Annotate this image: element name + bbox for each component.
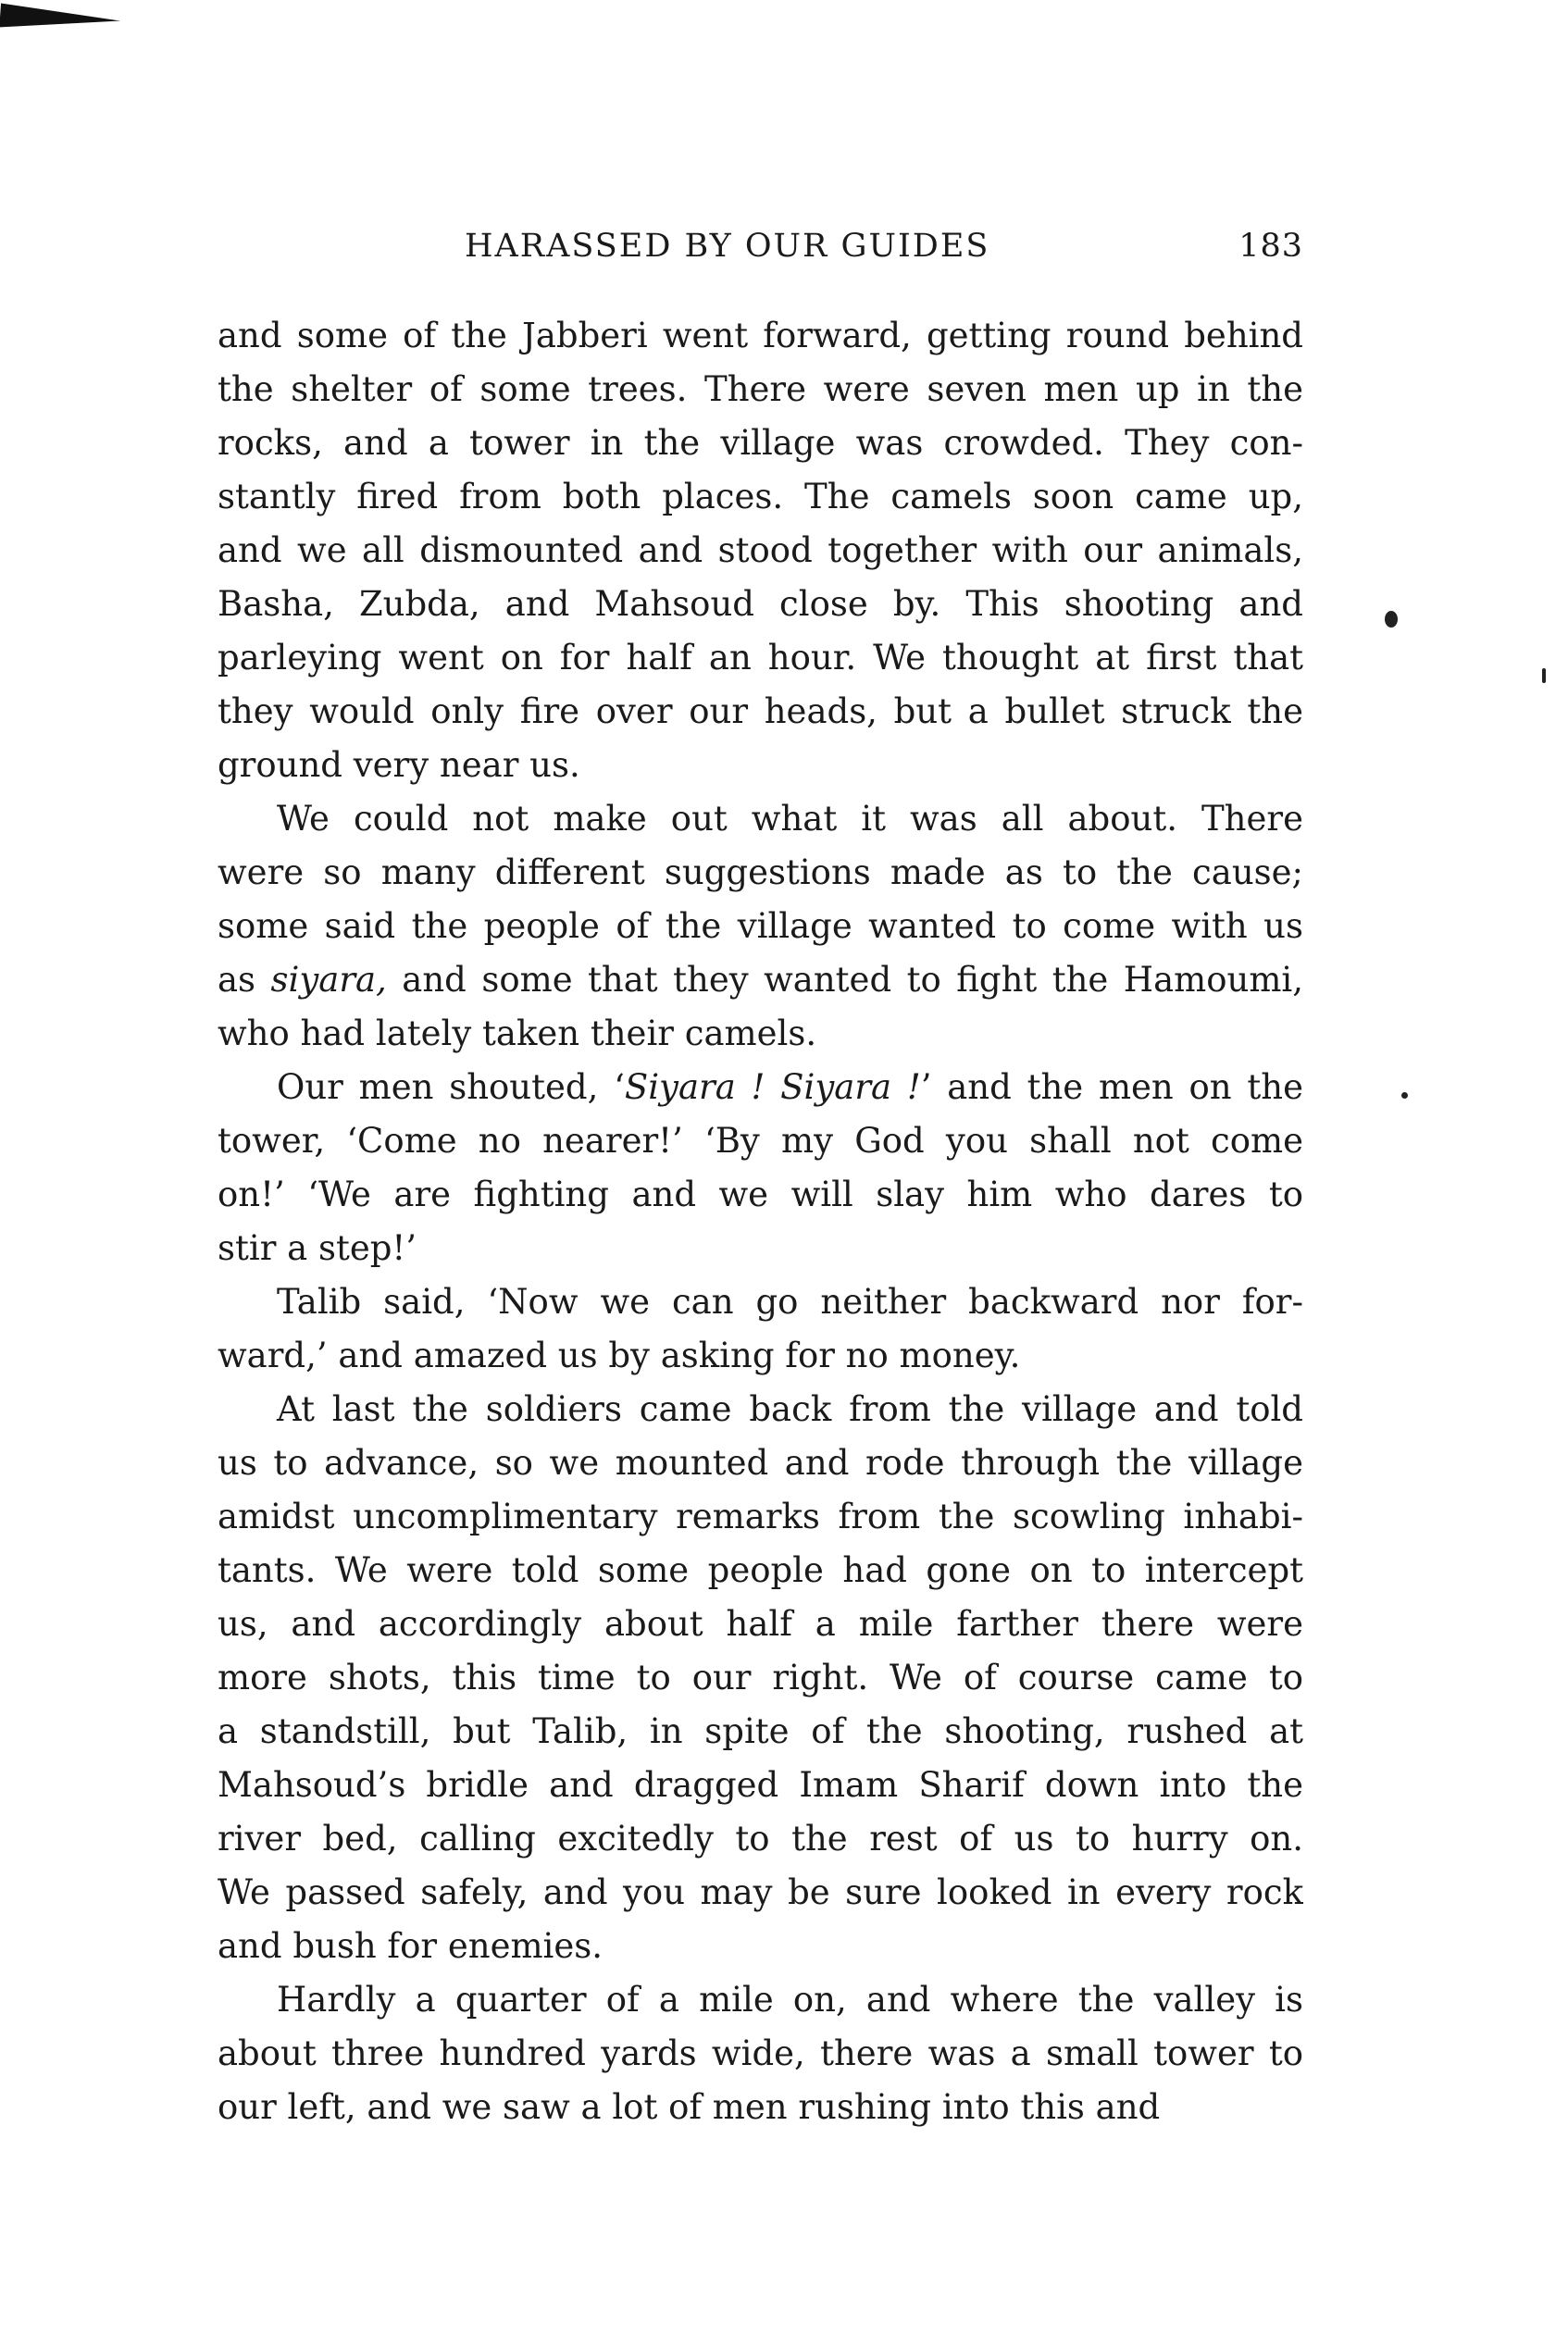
text-line: tants. We were told some people had gone on to intercept	[218, 1550, 1303, 1590]
text-line: some said the people of the village wanted to come with us	[218, 906, 1303, 946]
text-line: Hardly a quarter of a mile on, and where the valley is	[277, 1980, 1303, 2020]
margin-mark	[1542, 668, 1546, 683]
text-line: us to advance, so we mounted and rode through the village	[218, 1443, 1303, 1483]
page-number: 183	[1238, 228, 1303, 265]
body-text	[218, 309, 1303, 2134]
text-segment: ’ and the men on the	[920, 1067, 1303, 1107]
text-line: amidst uncomplimentary remarks from the scowling inhabi-	[218, 1497, 1303, 1536]
text-line: ward,’ and amazed us by asking for no money.	[218, 1336, 1021, 1375]
text-line: river bed, calling excitedly to the rest of us to hurry on.	[218, 1819, 1303, 1859]
text-line: and some of the Jabberi went forward, getting round behind	[218, 316, 1303, 355]
text-line: tower, ‘Come no nearer!’ ‘By my God you shall not come	[218, 1121, 1303, 1161]
text-line: our left, and we saw a lot of men rushing into this and	[218, 2087, 1161, 2127]
text-line: on!’ ‘We are fighting and we will slay him who dares to	[218, 1175, 1303, 1214]
text-segment: and some that they wanted to fight the Hamoumi,	[386, 960, 1303, 1000]
text-line: stantly fired from both places. The camels soon came up,	[218, 477, 1303, 516]
paragraph	[218, 1383, 1303, 1973]
text-line: Mahsoud’s bridle and dragged Imam Sharif down into the	[218, 1765, 1303, 1805]
text-line: At last the soldiers came back from the village and told	[277, 1389, 1303, 1429]
text-line	[218, 953, 1303, 1007]
corner-ink-mark	[0, 3, 121, 35]
paragraph	[218, 792, 1303, 1061]
paragraph	[218, 1973, 1303, 2134]
text-segment: Our men shouted, ‘	[277, 1067, 625, 1107]
paragraph	[218, 1061, 1303, 1275]
text-line: Basha, Zubda, and Mahsoud close by. This shooting and	[218, 584, 1303, 624]
paragraph	[218, 309, 1303, 792]
text-line: about three hundred yards wide, there was a small tower to	[218, 2033, 1303, 2073]
italic-text: siyara,	[270, 960, 387, 1000]
text-line: the shelter of some trees. There were seven men up in the	[218, 369, 1303, 409]
text-line: ground very near us.	[218, 745, 580, 785]
text-line: they would only fire over our heads, but a bullet struck the	[218, 691, 1303, 731]
running-title: HARASSED BY OUR GUIDES	[465, 228, 990, 265]
paragraph	[218, 1275, 1303, 1383]
text-line: more shots, this time to our right. We of course came to	[218, 1658, 1303, 1697]
text-line: and we all dismounted and stood together with our animals,	[218, 530, 1303, 570]
text-line: us, and accordingly about half a mile farther there were	[218, 1604, 1303, 1644]
text-line: were so many different suggestions made as to the cause;	[218, 852, 1303, 892]
text-line: who had lately taken their camels.	[218, 1013, 817, 1053]
margin-mark	[1385, 611, 1398, 628]
margin-mark	[1401, 1092, 1408, 1099]
text-line: stir a step!’	[218, 1228, 417, 1268]
text-line: rocks, and a tower in the village was crowded. They con-	[218, 423, 1303, 463]
italic-text: Siyara ! Siyara !	[624, 1067, 921, 1107]
text-line	[218, 1061, 1303, 1114]
text-line: a standstill, but Talib, in spite of the shooting, rushed at	[218, 1711, 1303, 1751]
text-segment: as	[218, 960, 271, 1000]
text-line: parleying went on for half an hour. We thought at first that	[218, 638, 1303, 678]
text-line: and bush for enemies.	[218, 1926, 604, 1966]
text-line: We could not make out what it was all about. There	[277, 799, 1303, 839]
text-line: Talib said, ‘Now we can go neither backward nor for-	[277, 1282, 1303, 1322]
text-line: We passed safely, and you may be sure looked in every rock	[218, 1872, 1303, 1912]
